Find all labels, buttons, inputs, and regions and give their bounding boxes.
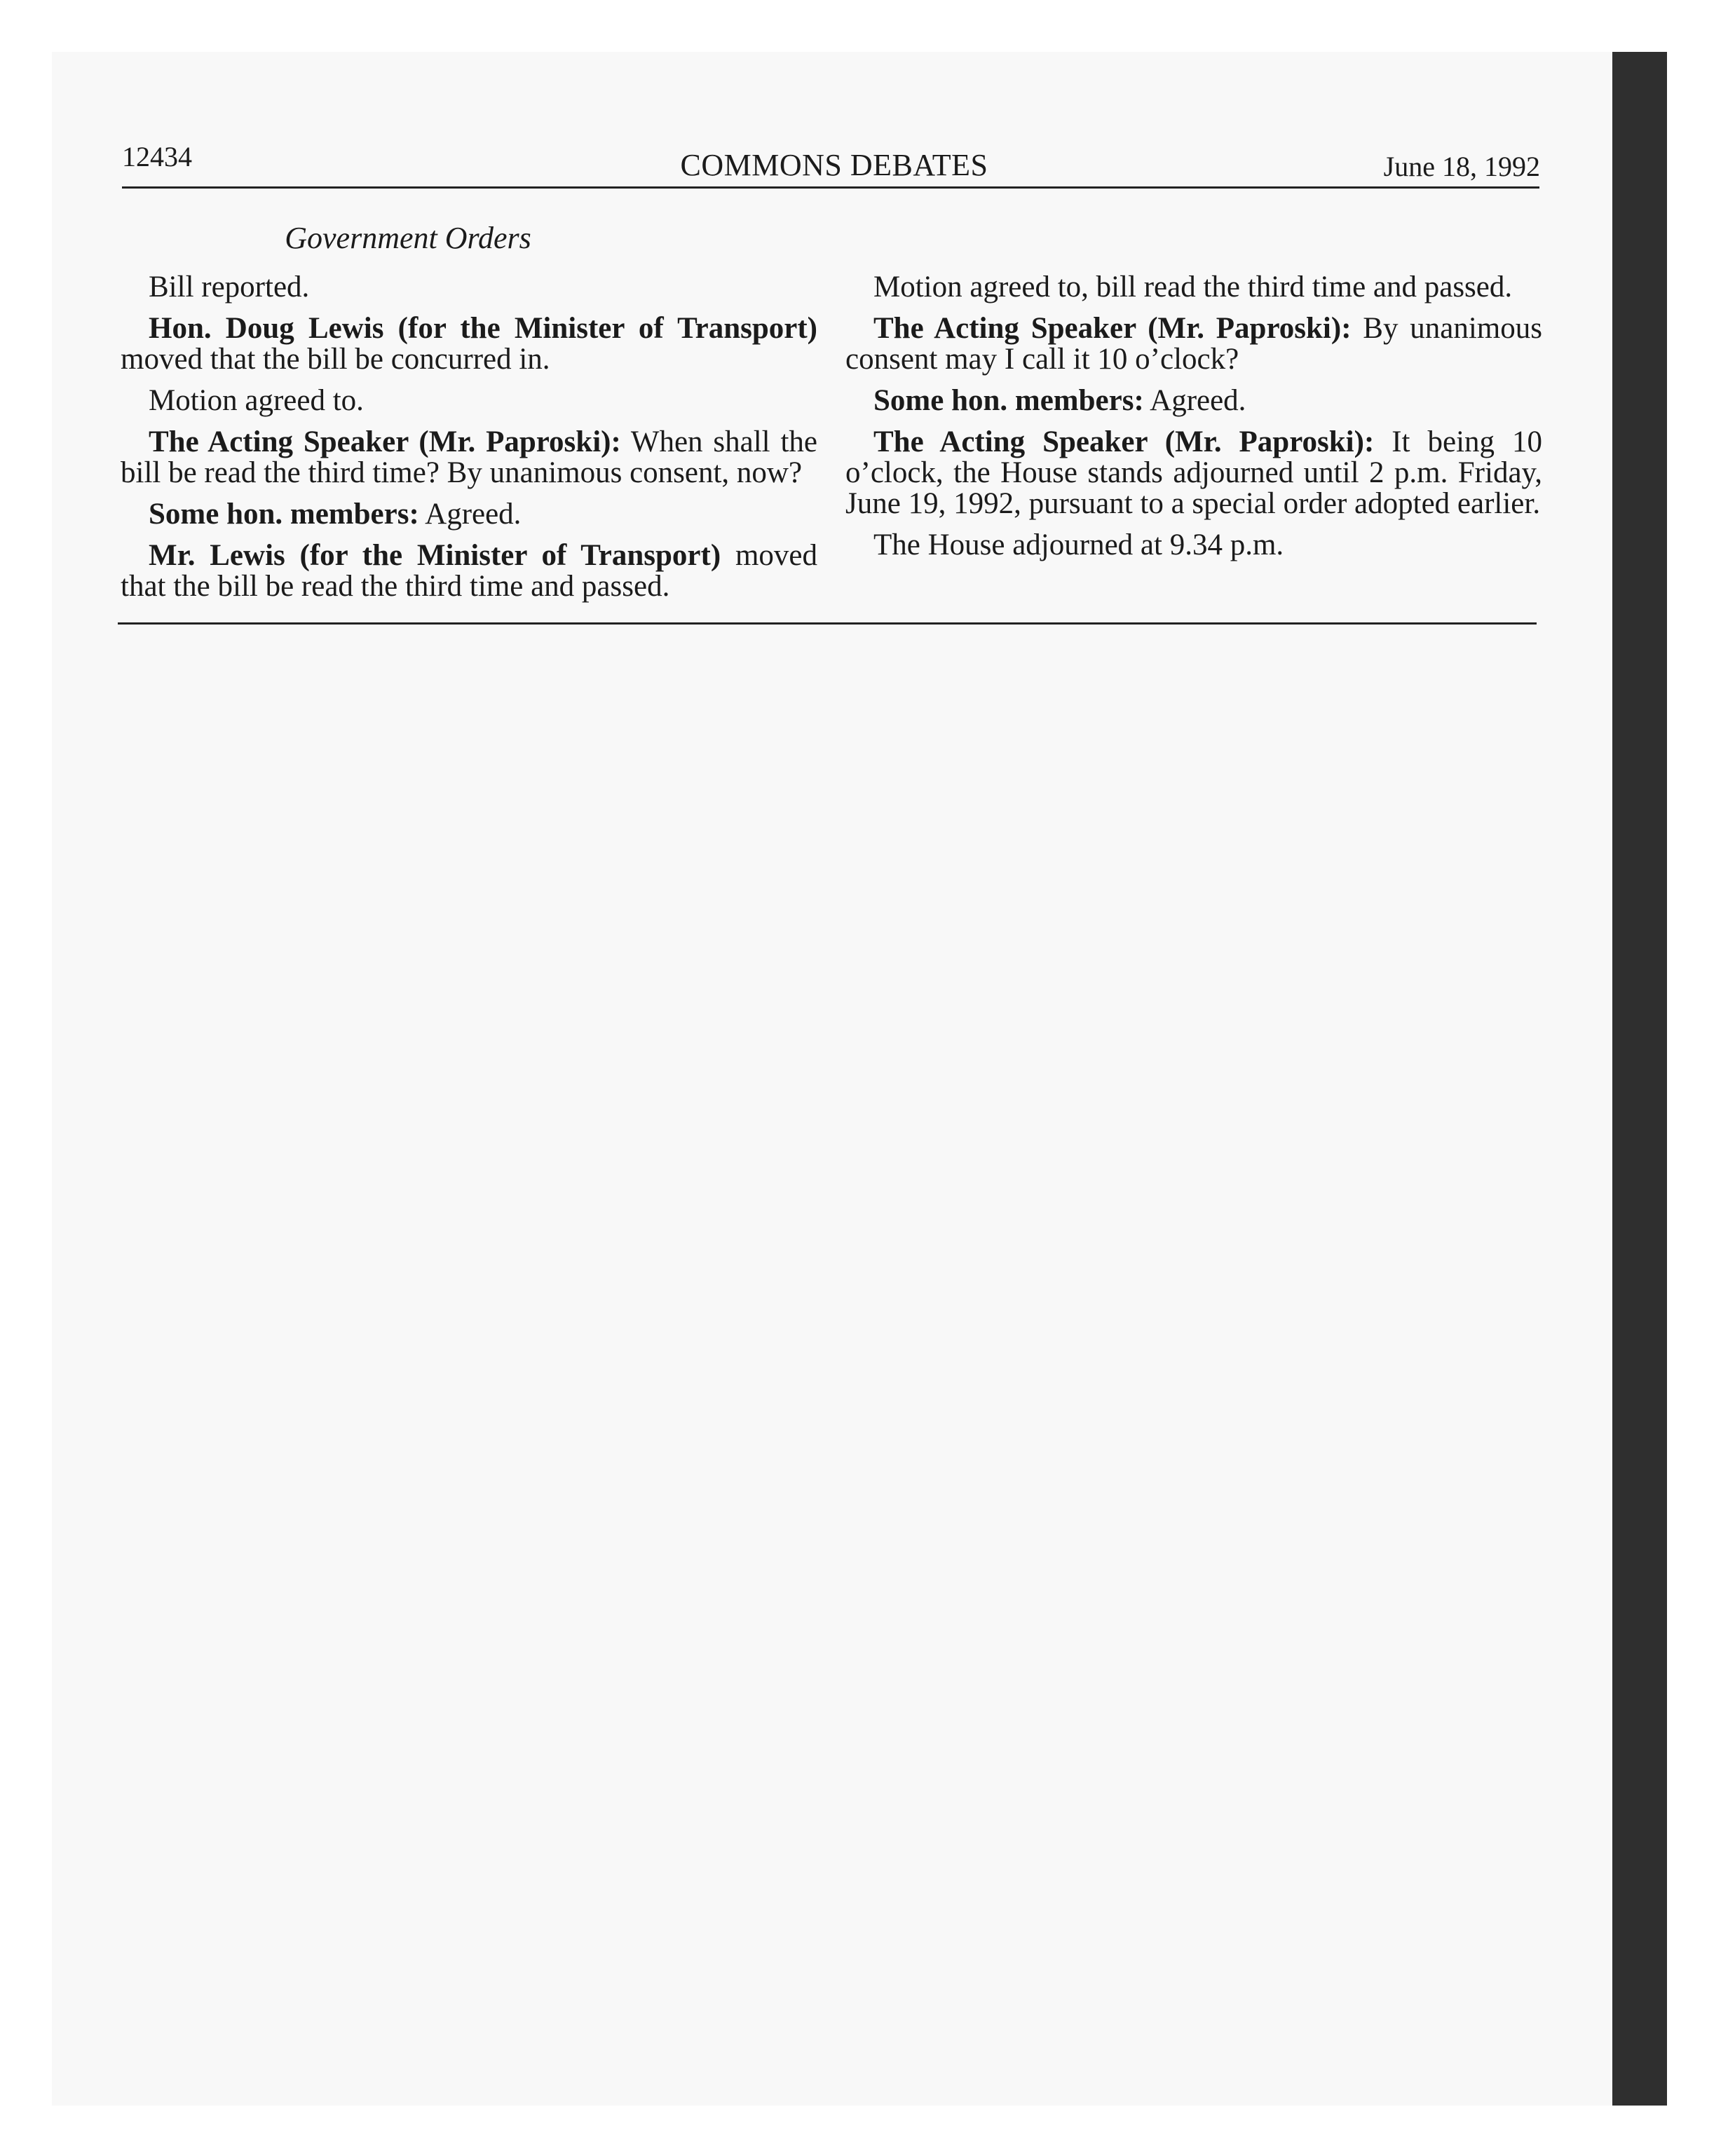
paragraph-text: Motion agreed to.: [149, 384, 364, 417]
header-rule: [122, 186, 1539, 189]
speaker-name: The Acting Speaker (Mr. Paproski):: [873, 312, 1352, 345]
paragraph-text: The House adjourned at 9.34 p.m.: [873, 528, 1284, 561]
left-column: [121, 272, 817, 613]
paragraph: [121, 386, 817, 416]
speaker-name: The Acting Speaker (Mr. Paproski):: [149, 425, 621, 458]
paragraph: [121, 313, 817, 375]
publication-title: COMMONS DEBATES: [680, 148, 988, 182]
section-end-rule: [118, 622, 1537, 625]
paragraph-text: Agreed.: [1143, 384, 1246, 417]
paragraph-text: Bill reported.: [149, 271, 310, 303]
paragraph: [845, 427, 1542, 519]
paragraph: [121, 540, 817, 602]
speaker-name: Some hon. members:: [873, 384, 1144, 417]
paragraph-text: Motion agreed to, bill read the third time and passed.: [873, 271, 1513, 303]
paragraph: [845, 386, 1542, 416]
paragraph: [845, 272, 1542, 303]
speaker-name: Hon. Doug Lewis (for the Minister of Transport): [149, 312, 817, 345]
paragraph-text: moved that the bill be read the third time and passed.: [121, 539, 817, 603]
section-heading: Government Orders: [285, 221, 531, 255]
paragraph-text: Agreed.: [419, 498, 522, 531]
speaker-name: Mr. Lewis (for the Minister of Transport): [149, 539, 721, 572]
paragraph: [121, 427, 817, 489]
page-number: 12434: [122, 141, 192, 172]
paragraph: [845, 530, 1542, 561]
scan-edge-shadow: [1612, 52, 1667, 2106]
speaker-name: Some hon. members:: [149, 498, 419, 531]
paragraph-text: When shall the bill be read the third time? By unanimous consent, now?: [121, 425, 818, 489]
paragraph: [845, 313, 1542, 375]
paragraph-text: It being 10 o’clock, the House stands adjourned until 2 p.m. Friday, June 19, 1992, pursuant to a special order adopted earlier.: [845, 425, 1542, 520]
paragraph: [121, 272, 817, 303]
right-column: [845, 272, 1542, 571]
speaker-name: The Acting Speaker (Mr. Paproski):: [873, 425, 1375, 458]
paragraph-text: moved that the bill be concurred in.: [121, 343, 550, 376]
page-date: June 18, 1992: [1383, 151, 1540, 182]
paragraph-text: By unanimous consent may I call it 10 o’clock?: [845, 312, 1542, 376]
paragraph: [121, 499, 817, 530]
